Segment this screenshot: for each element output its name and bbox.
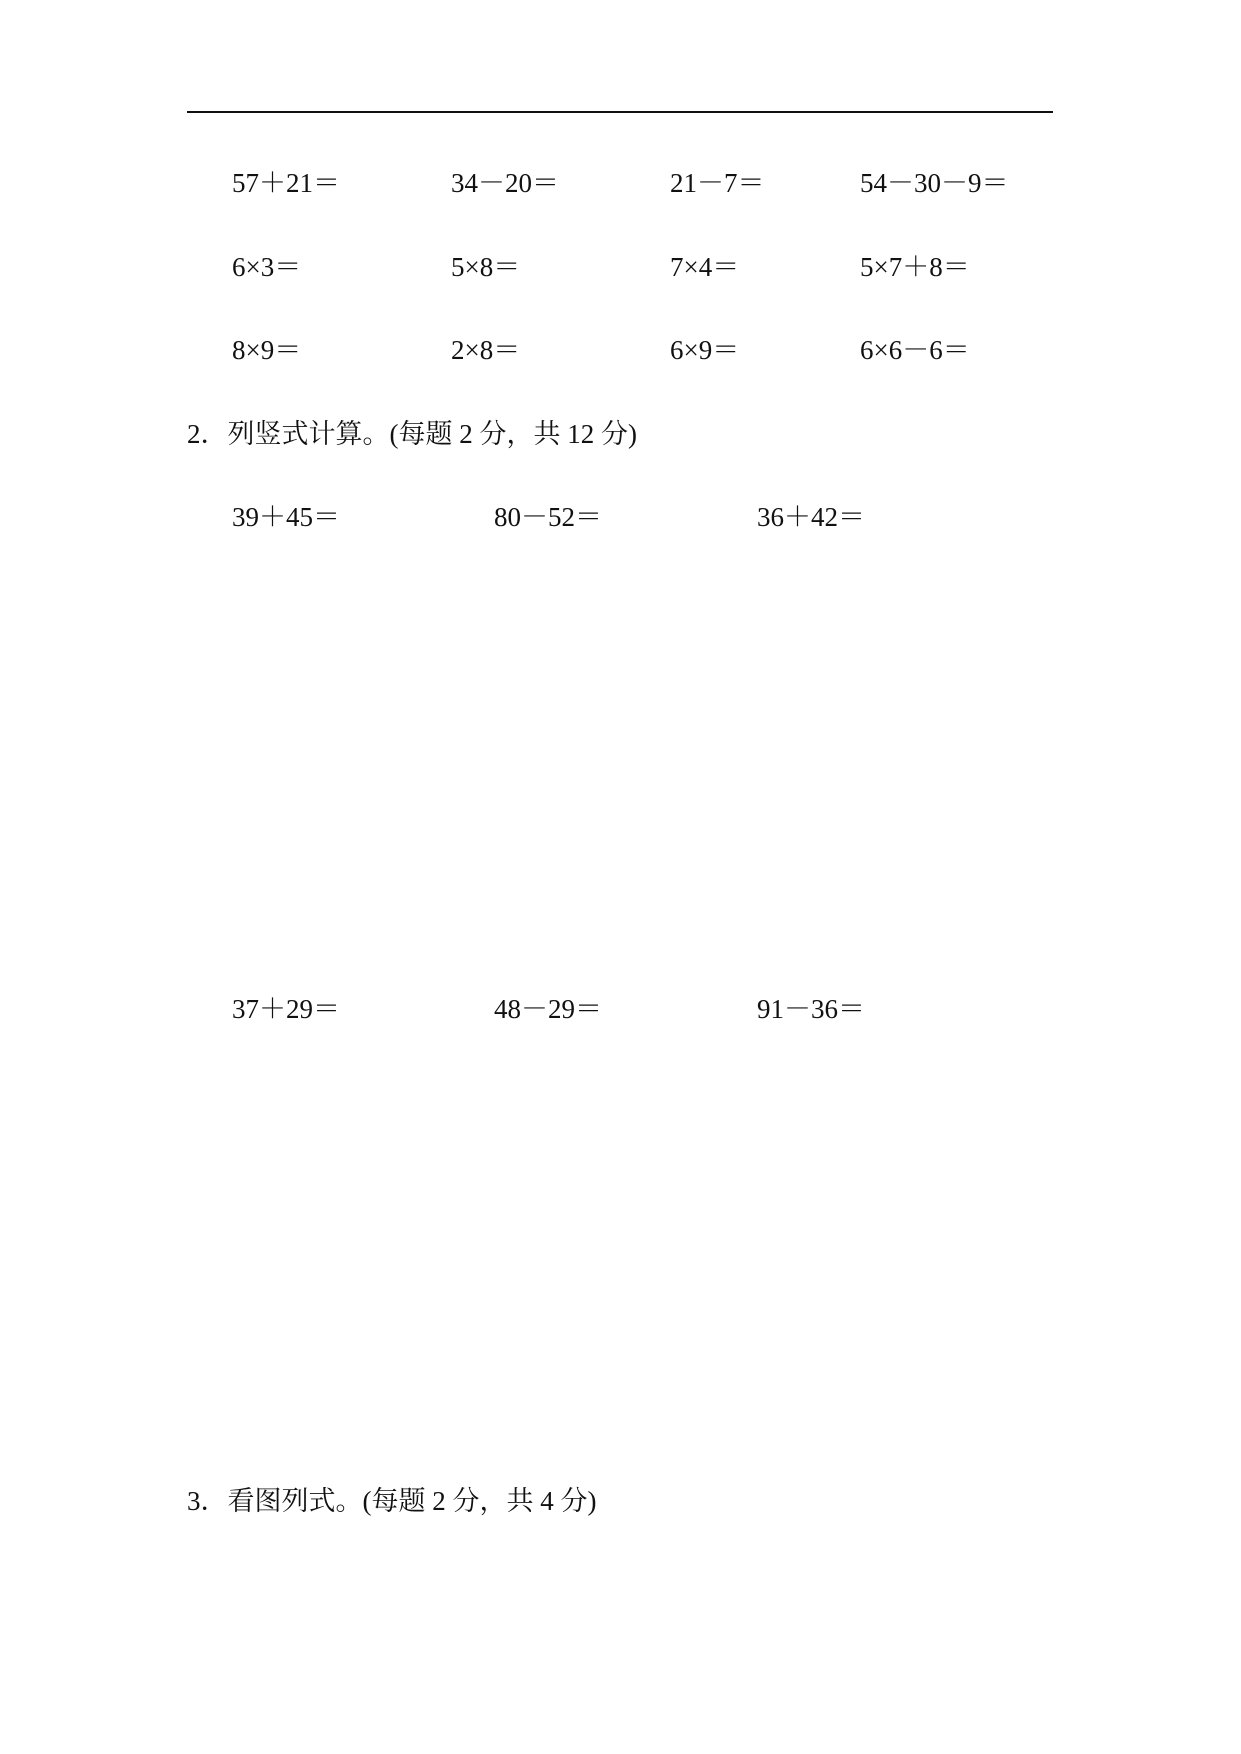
oral-calc-item: 57＋21＝ xyxy=(232,168,340,198)
vertical-calc-item: 37＋29＝ xyxy=(232,994,340,1024)
vertical-calc-item: 80－52＝ xyxy=(494,502,602,532)
vertical-calc-item: 48－29＝ xyxy=(494,994,602,1024)
oral-calc-item: 7×4＝ xyxy=(670,252,740,282)
oral-calc-item: 6×3＝ xyxy=(232,252,302,282)
oral-calc-item: 5×8＝ xyxy=(451,252,521,282)
vertical-calc-item: 39＋45＝ xyxy=(232,502,340,532)
oral-calc-item: 21－7＝ xyxy=(670,168,765,198)
oral-calc-item: 34－20＝ xyxy=(451,168,559,198)
oral-calc-item: 2×8＝ xyxy=(451,335,521,365)
section-2-heading: 2．列竖式计算。(每题 2 分，共 12 分) xyxy=(187,419,637,449)
oral-calc-item: 54－30－9＝ xyxy=(860,168,1009,198)
oral-calc-item: 8×9＝ xyxy=(232,335,302,365)
vertical-calc-item: 36＋42＝ xyxy=(757,502,865,532)
header-divider xyxy=(187,111,1053,113)
oral-calc-item: 5×7＋8＝ xyxy=(860,252,970,282)
oral-calc-item: 6×9＝ xyxy=(670,335,740,365)
oral-calc-item: 6×6－6＝ xyxy=(860,335,970,365)
vertical-calc-item: 91－36＝ xyxy=(757,994,865,1024)
section-3-heading: 3．看图列式。(每题 2 分，共 4 分) xyxy=(187,1486,597,1516)
